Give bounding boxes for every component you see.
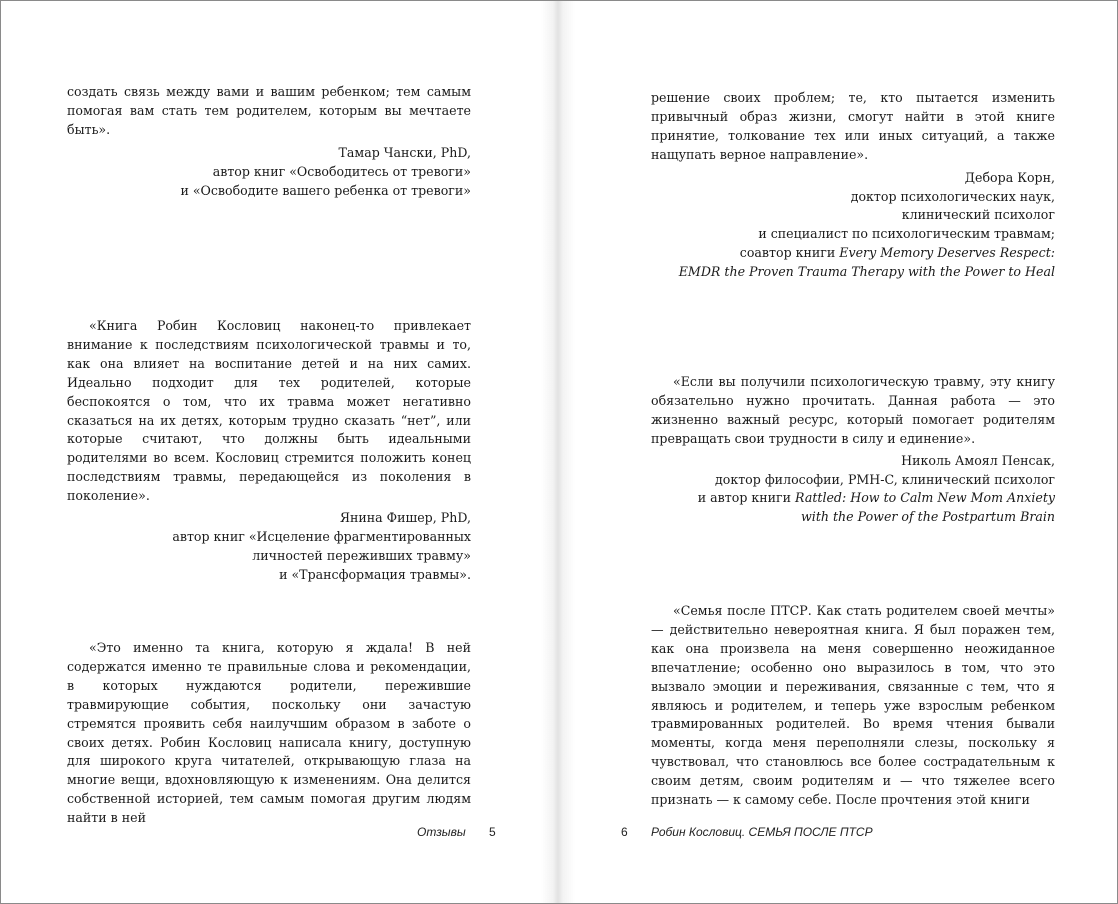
right-sig-2-line-4 <box>651 508 1055 527</box>
right-sig-1-book-title-1: Every Memory Deserves Respect: <box>839 245 1055 261</box>
left-page <box>67 83 471 200</box>
left-running-footer: Отзывы <box>417 825 466 839</box>
left-sig-2-line-1: Янина Фишер, PhD, <box>339 510 471 526</box>
right-sig-2-book-title-1: Rattled: How to Calm New Mom Anxiety <box>795 490 1055 506</box>
right-page <box>651 89 1055 282</box>
left-sig-1-line-1: Тамар Чански, PhD, <box>338 144 471 160</box>
left-sig-1-line-3: и «Освободите вашего ребенка от тревоги» <box>180 182 471 198</box>
left-sig-2-line-2: автор книг «Исцеление фрагментированных <box>172 528 471 544</box>
right-sig-2-line-1: Николь Амоял Пенсак, <box>901 452 1055 468</box>
right-sig-1-line-1: Дебора Корн, <box>964 169 1055 185</box>
right-quote-2: «Если вы получили психологическую травму, эту книгу обязательно нужно прочитать. Данная работа — это жизненно важный ресурс, который помогает родителям превращать свои трудности в силу и единение». <box>651 374 1055 446</box>
right-sig-2-line-2: доктор философии, PMH-C, клинический психолог <box>715 471 1055 487</box>
left-sig-2-line-4: и «Трансформация травмы». <box>279 566 471 582</box>
left-page-block-3 <box>67 639 471 828</box>
right-sig-1-line-5 <box>651 244 1055 263</box>
right-sig-1-line-6 <box>651 263 1055 282</box>
right-sig-2-line-3 <box>651 489 1055 508</box>
left-sig-1-line-2: автор книг «Освободитесь от тревоги» <box>212 163 471 179</box>
left-quote-1: создать связь между вами и вашим ребенком; тем самым помогая вам стать тем родителем, которым вы мечтаете быть». <box>67 84 471 137</box>
right-page-number: 6 <box>621 825 628 839</box>
right-sig-1-line-3: клинический психолог <box>901 207 1055 223</box>
right-quote-1: решение своих проблем; те, кто пытается изменить привычный образ жизни, смогут найти в этой книге принятие, толкование тех или иных ситуаций, а также нащупать верное направление». <box>651 90 1055 162</box>
right-sig-1-book-prefix: соавтор книги <box>739 245 840 261</box>
right-page-block-3 <box>651 602 1055 810</box>
right-page-block-2 <box>651 373 1055 527</box>
right-sig-1-line-4: и специалист по психологическим травмам; <box>758 226 1055 242</box>
left-sig-2-line-3: личностей переживших травму» <box>252 547 471 563</box>
left-page-block-2 <box>67 317 471 585</box>
right-quote-3: «Семья после ПТСР. Как стать родителем своей мечты» — действительно невероятная книга. Я был поражен тем, как она произвела на меня совершенно неожиданное впечатление; особенно оно выразилось в том, что это вызвало эмоции и переживания, связанные с тем, что я являюсь и родителем, и теперь уже взрослым ребенком травмированных родителей. Во время чтения бывали моменты, когда меня переполняли слезы, поскольку я чувствовал, что становлюсь все более сострадательным к своим детям, своим родителям и — что тяжелее всего признать — к самому себе. После прочтения этой книги <box>651 603 1055 808</box>
book-gutter <box>541 1 575 903</box>
right-sig-2-book-prefix: и автор книги <box>697 490 796 506</box>
right-running-footer: Робин Кословиц. СЕМЬЯ ПОСЛЕ ПТСР <box>651 825 873 839</box>
right-sig-1-book-title-2: EMDR the Proven Trauma Therapy with the Power to Heal <box>678 264 1055 280</box>
left-page-number: 5 <box>489 825 496 839</box>
right-sig-1-line-2: доктор психологических наук, <box>850 188 1055 204</box>
right-sig-2-book-title-2: with the Power of the Postpartum Brain <box>801 509 1055 525</box>
left-quote-2: «Книга Робин Кословиц наконец-то привлекает внимание к последствиям психологической травмы и то, как она влияет на воспитание детей и на них самих. Идеально подходит для тех родителей, которые беспокоятся о том, что их травма может негативно сказаться на их детях, которым трудно сказать “нет”, или которые считают, что должны быть идеальными родителями во всем. Кословиц стремится положить конец последствиям травмы, передающейся из поколения в поколение». <box>67 318 471 504</box>
left-quote-3: «Это именно та книга, которую я ждала! В ней содержатся именно те правильные слова и рекомендации, в которых нуждаются родители, пережившие травмирующие события, поскольку они зачастую стремятся проявить себя наилучшим образом в заботе о своих детях. Робин Кословиц написала книгу, доступную для широкого круга читателей, открывающую глаза на многие вещи, вдохновляющую к изменениям. Она делится собственной историей, тем самым помогая другим людям найти в ней <box>67 640 471 826</box>
